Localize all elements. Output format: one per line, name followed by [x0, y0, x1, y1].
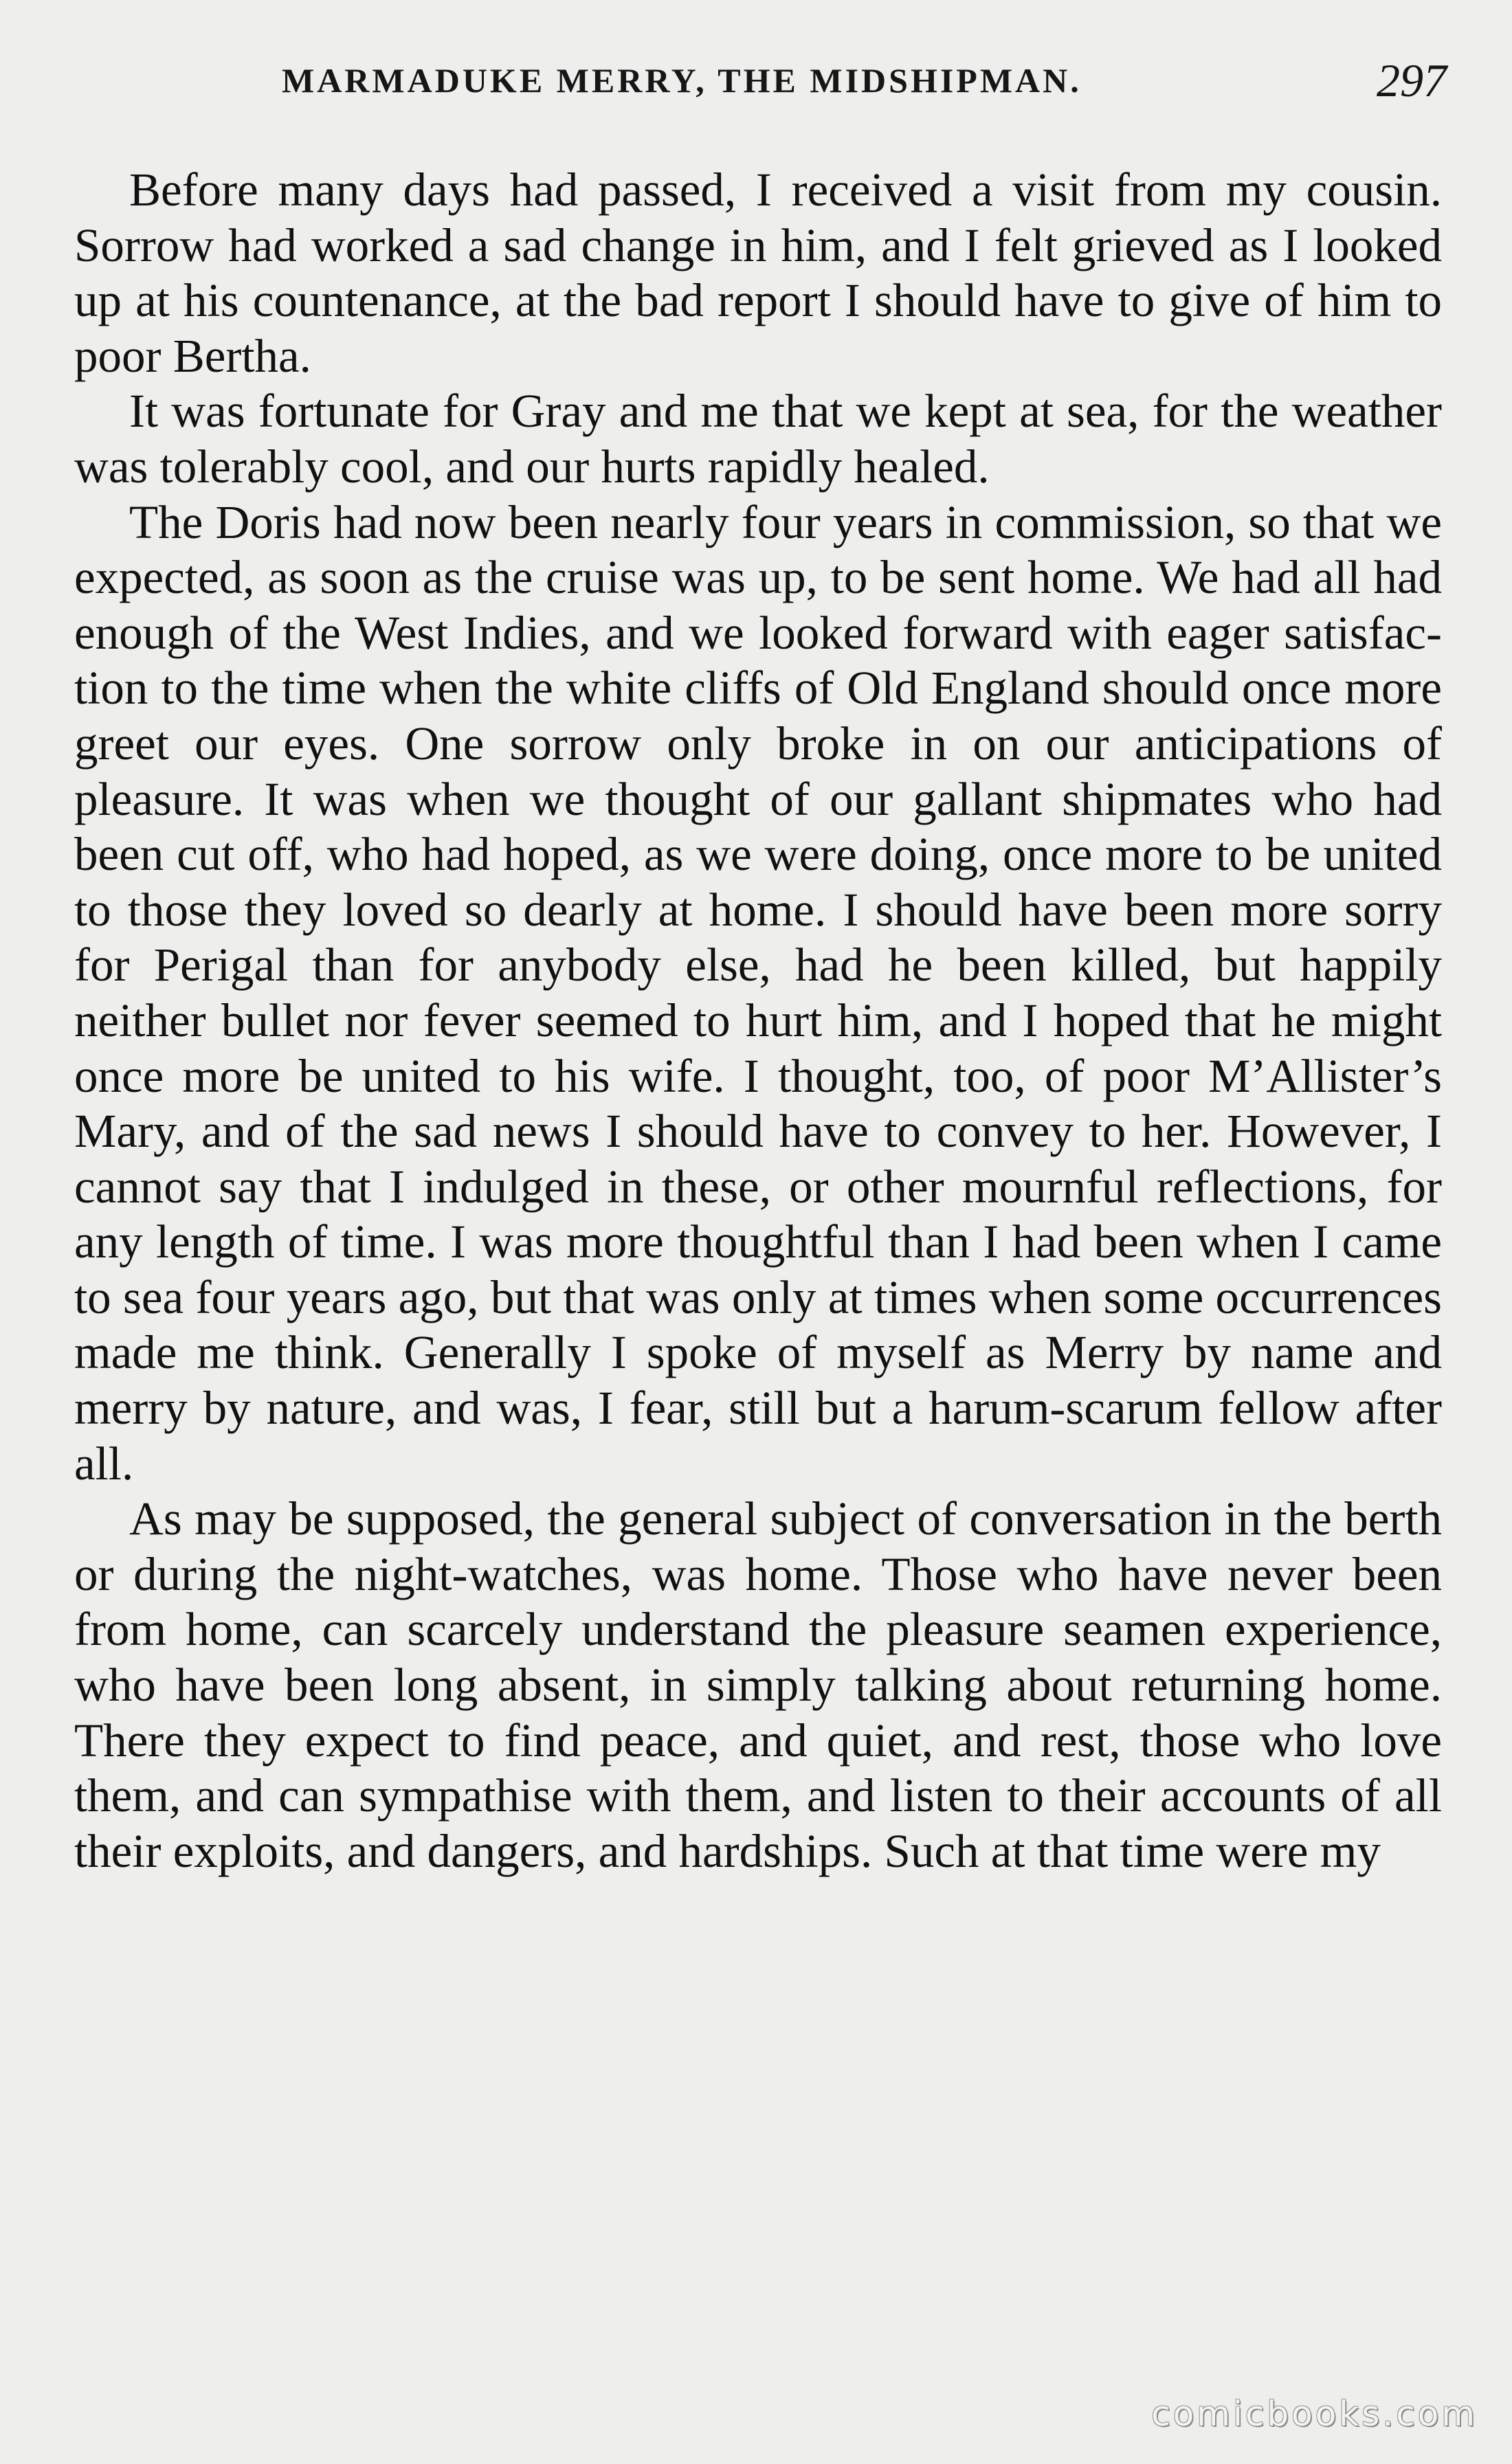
paragraph: It was fortunate for Gray and me that we kept at sea, for the weather was tolerably cool, and our hurts rapidly healed. [74, 385, 1442, 493]
running-title: MARMADUKE MERRY, THE MIDSHIPMAN. [282, 61, 1082, 100]
body-text [74, 162, 1442, 1879]
watermark: comicbooks.com [1151, 2394, 1478, 2434]
running-head [76, 54, 1447, 109]
page-number: 297 [1377, 54, 1447, 107]
paragraph: Before many days had passed, I received a visit from my cousin. Sorrow had worked a sad change in him, and I felt grieved as I looked up at his countenance, at the bad report I should have to give of him to poor Bertha. [74, 164, 1442, 382]
paragraph: As may be supposed, the general subject of conversation in the berth or during the night-watches, was home. Those who have never been from home, can scarcely understand the pleasure seamen experience, who have been long absent, in simply talking about returning home. There they expect to find peace, and quiet, and rest, those who love them, and can sympathise with them, and listen to their accounts of all their exploits, and dangers, and hardships. Such at that time were my [74, 1492, 1442, 1877]
paragraph: The Doris had now been nearly four years in commission, so that we expected, as soon as the cruise was up, to be sent home. We had all had enough of the West Indies, and we looked forward with eager satisfaction to the time when the white cliffs of Old England should once more greet our eyes. One sorrow only broke in on our anticipations of pleasure. It was when we thought of our gallant shipmates who had been cut off, who had hoped, as we were doing, once more to be united to those they loved so dearly at home. I should have been more sorry for Perigal than for anybody else, had he been killed, but happily neither bullet nor fever seemed to hurt him, and I hoped that he might once more be united to his wife. I thought, too, of poor M’Allister’s Mary, and of the sad news I should have to convey to her. However, I cannot say that I indulged in these, or other mournful reflections, for any length of time. I was more thoughtful than I had been when I came to sea four years ago, but that was only at times when some occurrences made me think. Generally I spoke of myself as Merry by name and merry by nature, and was, I fear, still but a harum-scarum fellow after all. [74, 495, 1442, 1490]
